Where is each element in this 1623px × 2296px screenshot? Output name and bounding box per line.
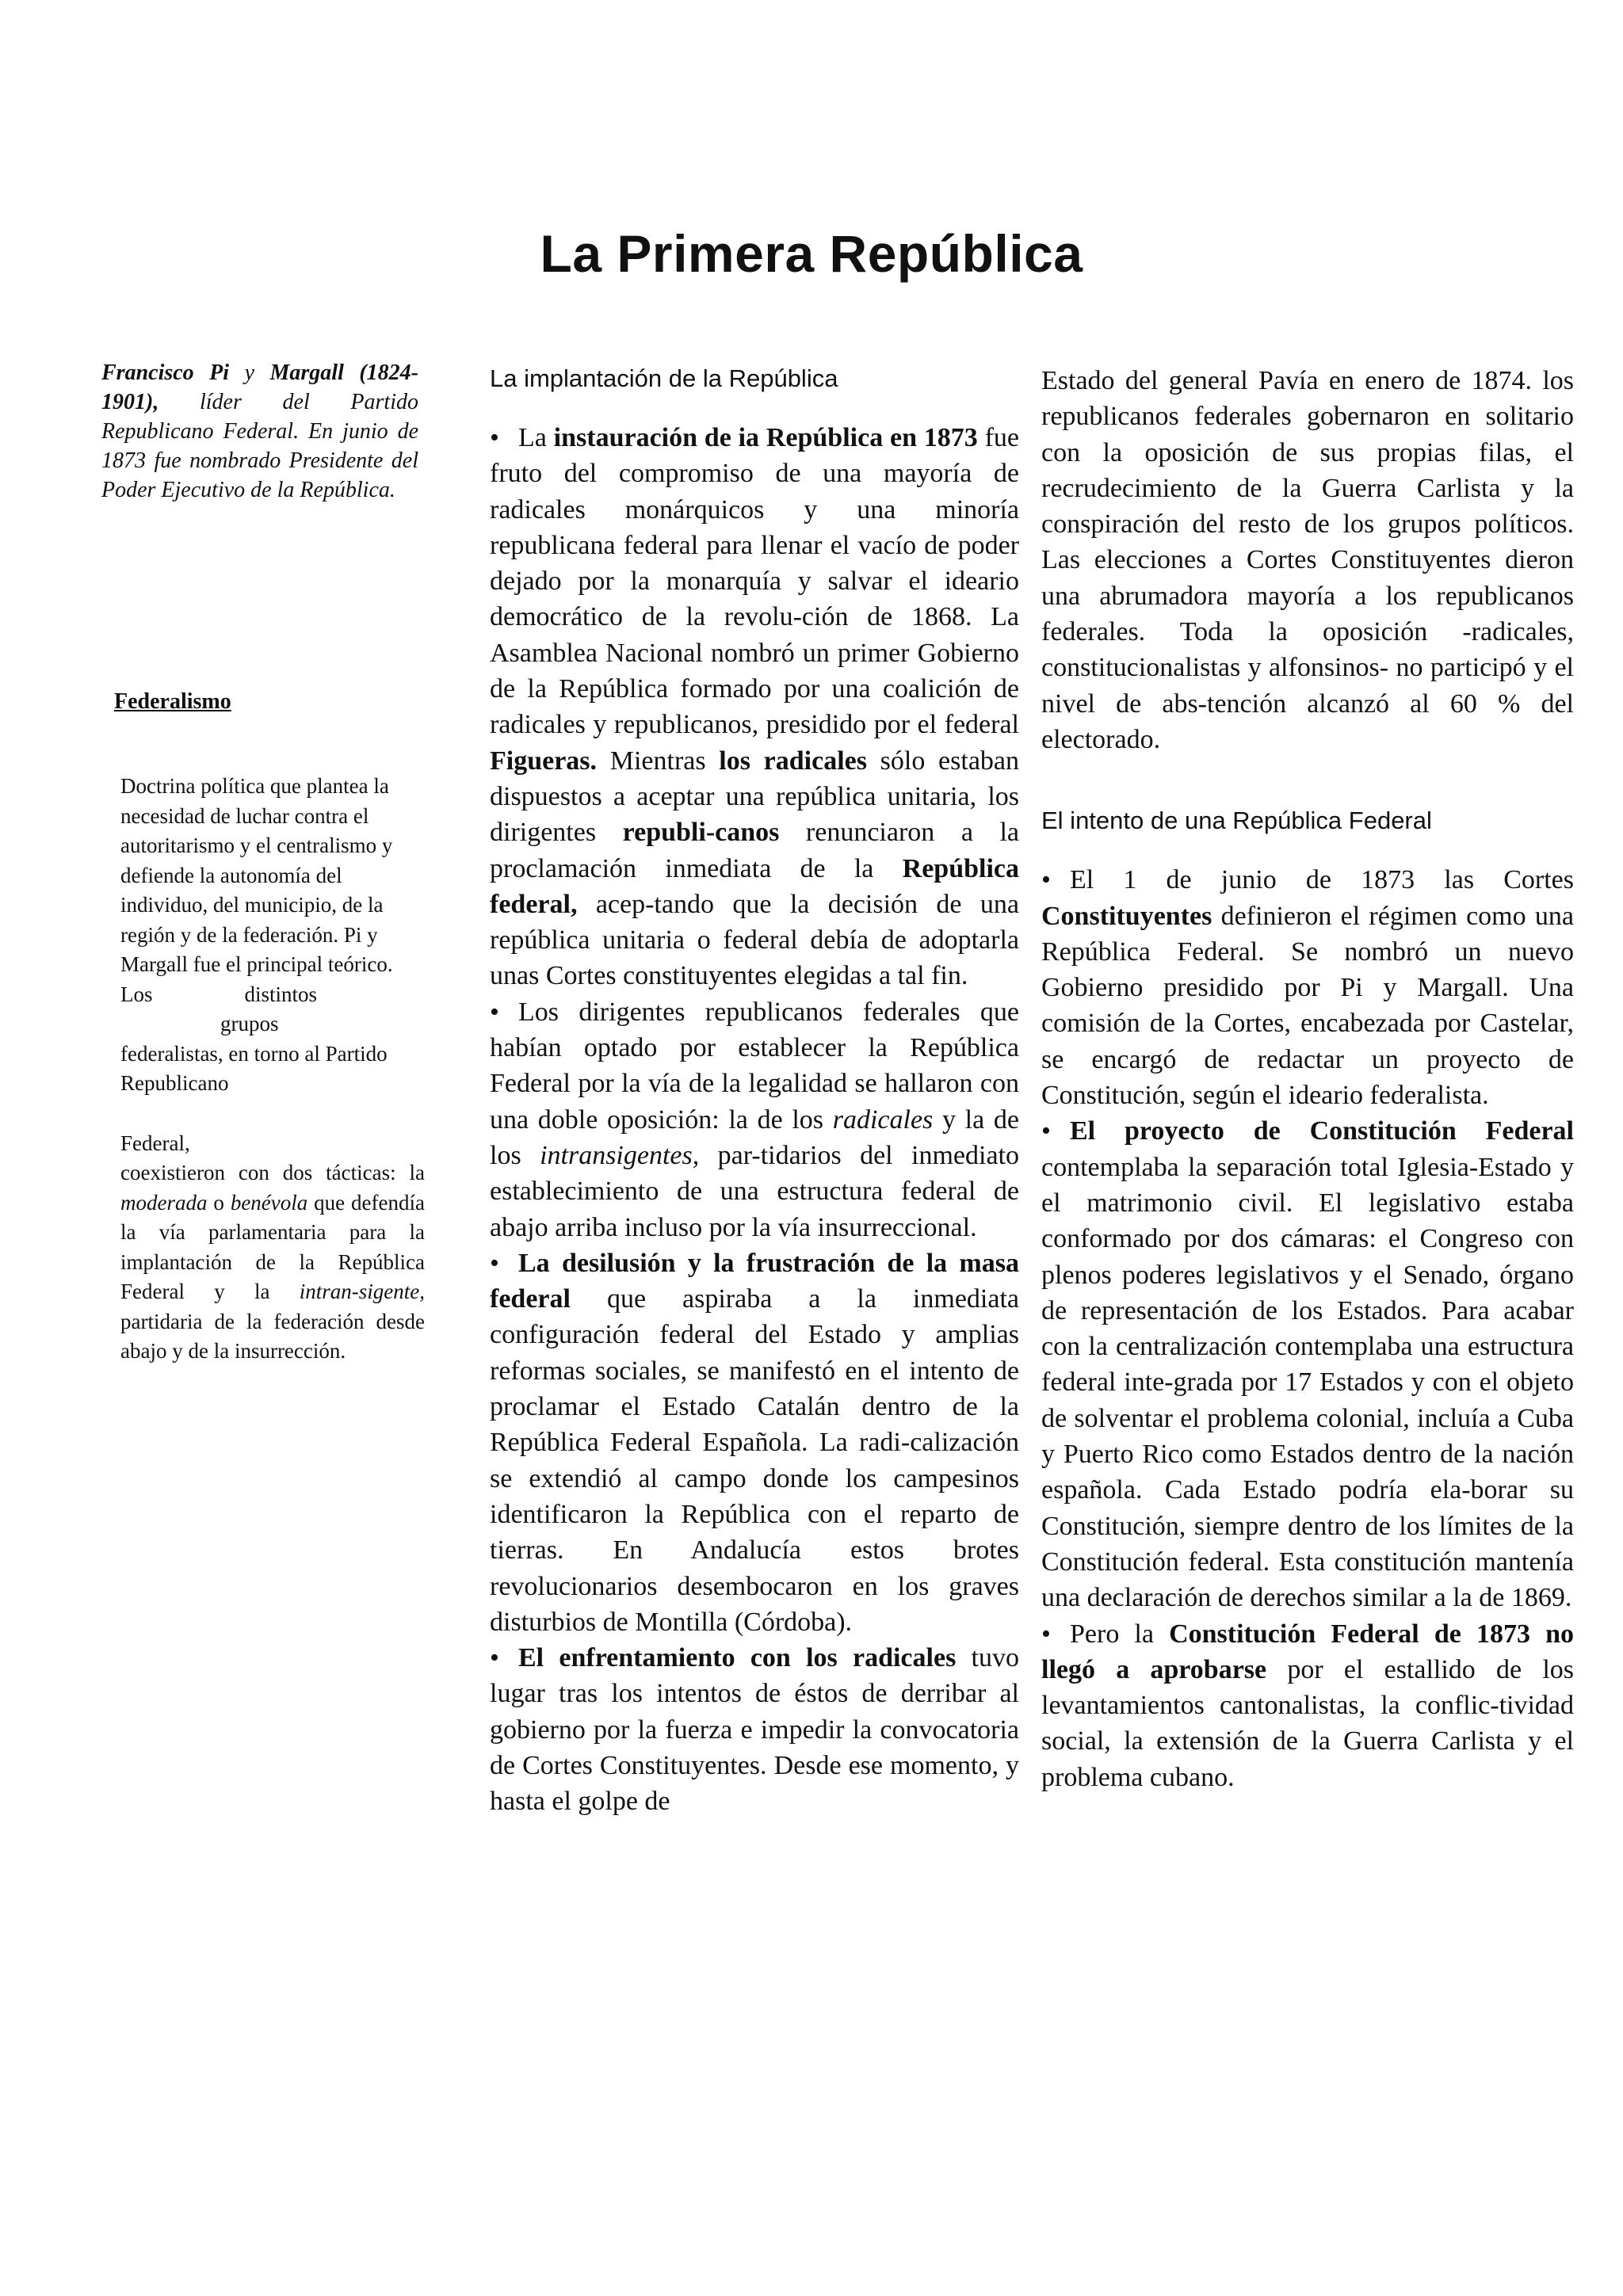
bullet-paragraph-cortes: • El 1 de junio de 1873 las Cortes Constituyentes definieron el régimen como una República Federal. Se nombró un nuevo Gobierno presidido por Pi y Margall. Una comisión de la Cortes, encabezada por Castelar, se encargó de redactar un proyecto de Constitución, según el ideario federalista. xyxy=(1041,862,1574,1113)
bullet-paragraph-dirigentes: • Los dirigentes republicanos federales que habían optado por establecer la República Federal por la vía de la legalidad se hallaron con una doble oposición: la de los radicales y la de los intransigentes, par-tidarios del inmediato establecimiento de una estructura federal de abajo arriba incluso por la vía insurreccional. xyxy=(490,994,1019,1245)
portrait-caption xyxy=(101,358,418,505)
bullet-paragraph-desilusion: • La desilusión y la frustración de la masa federal que aspiraba a la inmediata configuración federal del Estado y amplias reformas sociales, se manifestó en el intento de proclamar el Estado Catalán dentro de la República Federal Española. La radi-calización se extendió al campo donde los campesinos identificaron la República con el reparto de tierras. En Andalucía estos brotes revolucionarios desembocaron en los graves disturbios de Montilla (Córdoba). xyxy=(490,1245,1019,1640)
bullet-paragraph-no-aprobada: • Pero la Constitución Federal de 1873 no llegó a aprobarse por el estallido de los levantamientos cantonalistas, la conflic-tividad social, la extensión de la Guerra Carlista y el problema cubano. xyxy=(1041,1616,1574,1795)
right-column xyxy=(1041,363,1574,1795)
sidebar-paragraph-2: Los distintos grupos federalistas, en torno al Partido Republicano xyxy=(120,982,388,1095)
sidebar-paragraph-1: Doctrina política que plantea la necesidad de luchar contra el autoritarismo y el centralismo y defiende la autonomía del individuo, del municipio, de la región y de la federación. Pi y Margall fue el principal teórico. xyxy=(120,774,393,976)
left-column xyxy=(101,358,426,1363)
caption-name-join: y xyxy=(244,360,254,385)
middle-column xyxy=(490,363,1019,1820)
caption-name-part1: Francisco Pi xyxy=(101,360,230,385)
section-heading-republica-federal: El intento de una República Federal xyxy=(1041,807,1432,835)
page-title: La Primera República xyxy=(540,224,1083,283)
bullet-paragraph-enfrentamiento: • El enfrentamiento con los radicales tuvo lugar tras los intentos de éstos de derribar al gobierno por la fuerza e impedir la convocatoria de Cortes Constituyentes. Desde ese momento, y hasta el golpe de xyxy=(490,1640,1019,1819)
sidebar-paragraph-3: Federal, coexistieron con dos tácticas: la moderada o benévola que defendía la vía parlamentaria para la implantación de la República Federal y la intran-sigente, partidaria de la federación desde abajo y de la insurrección. xyxy=(120,1131,426,1363)
sidebar-definition xyxy=(120,772,425,1367)
section-heading-implantacion: La implantación de la República xyxy=(490,364,838,392)
sidebar-title: Federalismo xyxy=(114,689,231,714)
continuation-paragraph: Estado del general Pavía en enero de 1874. los republicanos federales gobernaron en solitario con la oposición de sus propias filas, el recrudecimiento de la Guerra Carlista y la conspiración del resto de los grupos políticos. Las elecciones a Cortes Constituyentes dieron una abrumadora mayoría a los republicanos federales. Toda la oposición -radicales, constitucionalistas y alfonsinos- no participó y el nivel de abs-tención alcanzó al 60 % del electorado. xyxy=(1041,366,1574,754)
caption-name-part2: Margall (1824-1901), xyxy=(101,360,418,414)
bullet-paragraph-instauracion: • La instauración de ia República en 1873 fue fruto del compromiso de una mayoría de radicales monárquicos y una minoría republicana federal para llenar el vacío de poder dejado por la monarquía y salvar el ideario democrático de la revolu-ción de 1868. La Asamblea Nacional nombró un primer Gobierno de la República formado por una coalición de radicales y republicanos, presidido por el federal Figueras. Mientras los radicales sólo estaban dispuestos a aceptar una república unitaria, los dirigentes republi-canos renunciaron a la proclamación inmediata de la República federal, acep-tando que la decisión de una república unitaria o federal debía de adoptarla unas Cortes constituyentes elegidas a tal fin. xyxy=(490,420,1019,994)
caption-text: líder del Partido Republicano Federal. En junio de 1873 fue nombrado Presidente del Poder Ejecutivo de la República. xyxy=(101,390,418,502)
bullet-paragraph-proyecto: • El proyecto de Constitución Federal contemplaba la separación total Iglesia-Estado y el matrimonio civil. El legislativo estaba conformado por dos cámaras: el Congreso con plenos poderes legislativos y el Senado, órgano de representación de los Estados. Para acabar con la centralización contemplaba una estructura federal inte-grada por 17 Estados y con el objeto de solventar el problema colonial, incluía a Cuba y Puerto Rico como Estados dentro de la nación española. Cada Estado podría ela-borar su Constitución, siempre dentro de los límites de la Constitución federal. Esta constitución mantenía una declaración de derechos similar a la de 1869. xyxy=(1041,1113,1574,1615)
